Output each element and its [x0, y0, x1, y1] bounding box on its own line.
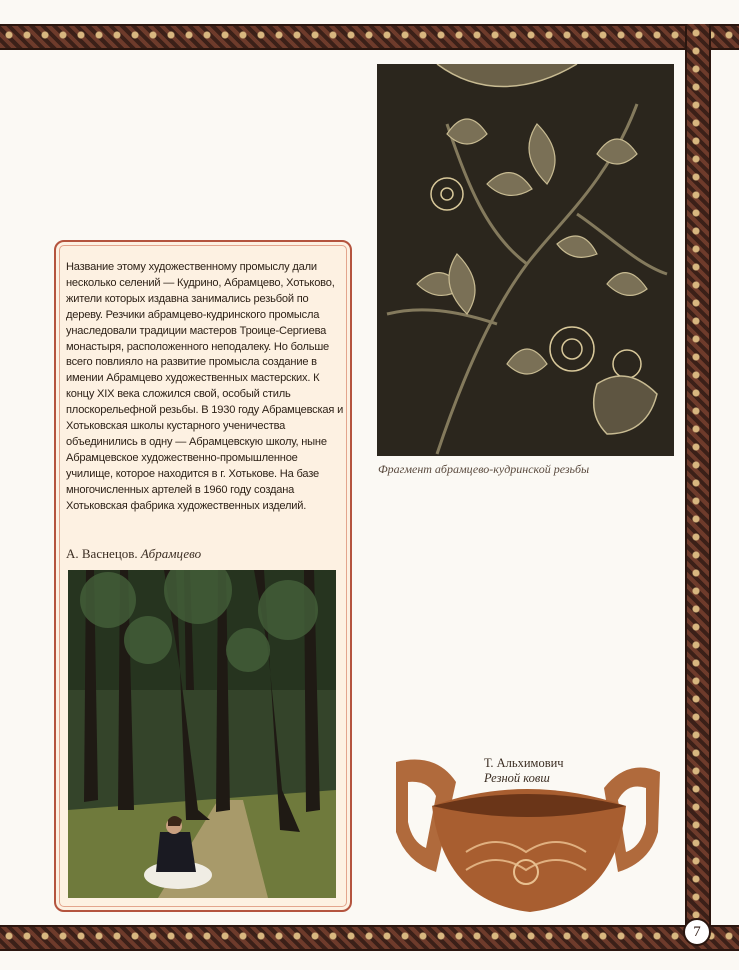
kovsh-illustration [396, 752, 660, 918]
carving-caption: Фрагмент абрамцево-кудринской резьбы [378, 462, 590, 476]
ornament-border-top [0, 24, 739, 50]
abramtsevo-painting [68, 570, 336, 898]
painting-illustration [68, 570, 336, 898]
carving-illustration [377, 64, 674, 456]
painting-title: Абрамцево [140, 546, 202, 561]
kovsh-author: Т. Альхимович [484, 756, 564, 770]
kovsh-title: Резной ковш [484, 771, 550, 785]
body-text: Название этому художественному промыслу дали несколько селений — Кудрино, Абрамцево, Хотьково, жители которых издавна занимались резьбой по дереву. Резчики абрамцево-кудринского промысла унаследовали традиции мастеров Троице-Сергиева монастыря, расположенного неподалеку. Но больше всего повлияло на развитие промысла создание в имении Абрамцево художественных мастерских. К концу XIX века сложился свой, особый стиль плоскорельефной резьбы. В 1930 году Абрамцевская и Хотьковская школы кустарного ученичества объединились в одну — Абрамцевскую школу, ныне Абрамцевское художественно-промышленное училище, которое находится в г. Хотькове. На базе многочисленных артелей в 1960 году создана Хотьковская фабрика художественных изделий. [66, 261, 344, 512]
painting-author: А. Васнецов. [66, 546, 138, 561]
kovsh-photo [396, 752, 660, 918]
page-number: 7 [683, 918, 711, 946]
ornament-border-bottom [0, 925, 739, 951]
carving-photo [377, 64, 674, 456]
painting-caption [66, 546, 201, 562]
ornament-border-right [685, 24, 711, 951]
